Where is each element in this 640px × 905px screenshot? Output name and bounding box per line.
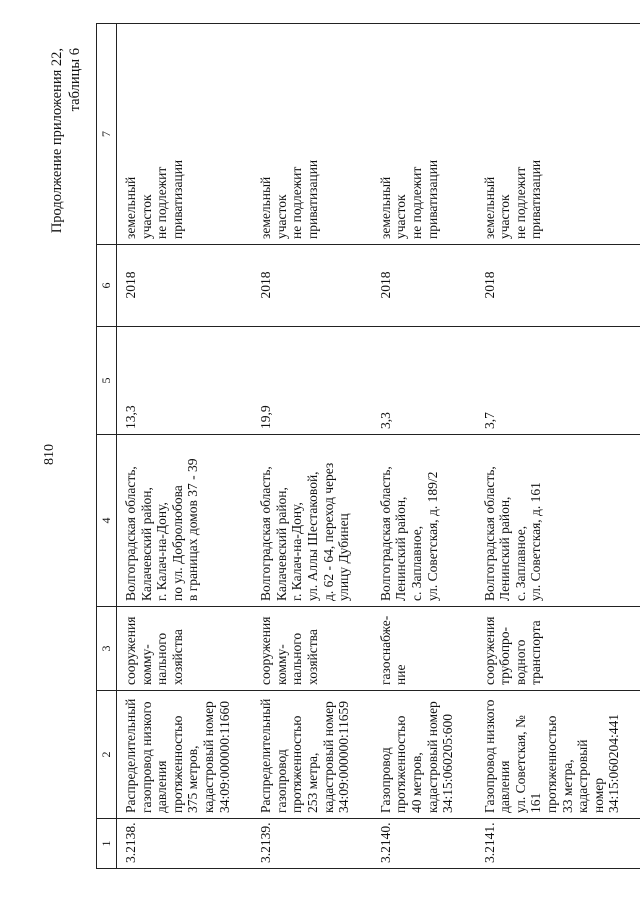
object-address: Волгоградская область, Ленинский район, с. Заплавное, ул. Советская, д. 189/2 bbox=[372, 435, 476, 607]
row-number: 3.2140. bbox=[372, 819, 476, 869]
column-header-7: 7 bbox=[97, 24, 117, 245]
object-value: 3,3 bbox=[372, 327, 476, 435]
object-address: Волгоградская область, Калачевский район, г. Калач-на-Дону, ул. Аллы Шестаковой, д. 62 - 64, переход через улицу Дубинец bbox=[252, 435, 372, 607]
object-year: 2018 bbox=[252, 245, 372, 327]
table-row bbox=[372, 24, 476, 869]
object-name: Газопровод низкого давления ул. Советская, № 161 протяженностью 33 метра, кадастровый номер 34:15:060204:441 bbox=[476, 691, 640, 819]
object-name: Газопровод протяженностью 40 метров, кадастровый номер 34:15:060205:600 bbox=[372, 691, 476, 819]
table-header bbox=[97, 24, 117, 869]
object-note: земельный участок не подлежит приватизации bbox=[252, 24, 372, 245]
object-year: 2018 bbox=[476, 245, 640, 327]
object-address: Волгоградская область, Ленинский район, с. Заплавное, ул. Советская, д. 161 bbox=[476, 435, 640, 607]
continuation-caption bbox=[48, 48, 84, 233]
page-number: 810 bbox=[42, 444, 57, 465]
table-row bbox=[117, 24, 253, 869]
object-type: газоснабже- ние bbox=[372, 607, 476, 691]
column-header-3: 3 bbox=[97, 607, 117, 691]
object-name: Распределительный газопровод протяженностью 253 метра, кадастровый номер 34:09:000000:11659 bbox=[252, 691, 372, 819]
column-header-6: 6 bbox=[97, 245, 117, 327]
table-row bbox=[252, 24, 372, 869]
row-number: 3.2139. bbox=[252, 819, 372, 869]
continuation-line-1: Продолжение приложения 22, bbox=[49, 48, 65, 234]
table-row bbox=[476, 24, 640, 869]
column-header-5: 5 bbox=[97, 327, 117, 435]
object-note: земельный участок не подлежит приватизации bbox=[372, 24, 476, 245]
object-name: Распределительный газопровод низкого давления протяженностью 375 метров, кадастровый номер 34:09:000000:11660 bbox=[117, 691, 253, 819]
object-type: сооружения комму- нального хозяйства bbox=[252, 607, 372, 691]
column-header-2: 2 bbox=[97, 691, 117, 819]
object-type: сооружения комму- нального хозяйства bbox=[117, 607, 253, 691]
object-year: 2018 bbox=[372, 245, 476, 327]
object-type: сооружения трубопро- водного транспорта bbox=[476, 607, 640, 691]
object-address: Волгоградская область, Калачевский район, г. Калач-на-Дону, по ул. Добролюбова в границах домов 37 - 39 bbox=[117, 435, 253, 607]
object-value: 19,9 bbox=[252, 327, 372, 435]
object-year: 2018 bbox=[117, 245, 253, 327]
object-value: 13,3 bbox=[117, 327, 253, 435]
object-value: 3,7 bbox=[476, 327, 640, 435]
column-header-4: 4 bbox=[97, 435, 117, 607]
object-note: земельный участок не подлежит приватизации bbox=[476, 24, 640, 245]
header-row bbox=[97, 24, 117, 869]
property-register-table bbox=[96, 23, 640, 869]
table-body bbox=[117, 24, 640, 869]
column-header-1: 1 bbox=[97, 819, 117, 869]
object-note: земельный участок не подлежит приватизации bbox=[117, 24, 253, 245]
row-number: 3.2141. bbox=[476, 819, 640, 869]
continuation-line-2: таблицы 6 bbox=[67, 48, 83, 112]
row-number: 3.2138. bbox=[117, 819, 253, 869]
